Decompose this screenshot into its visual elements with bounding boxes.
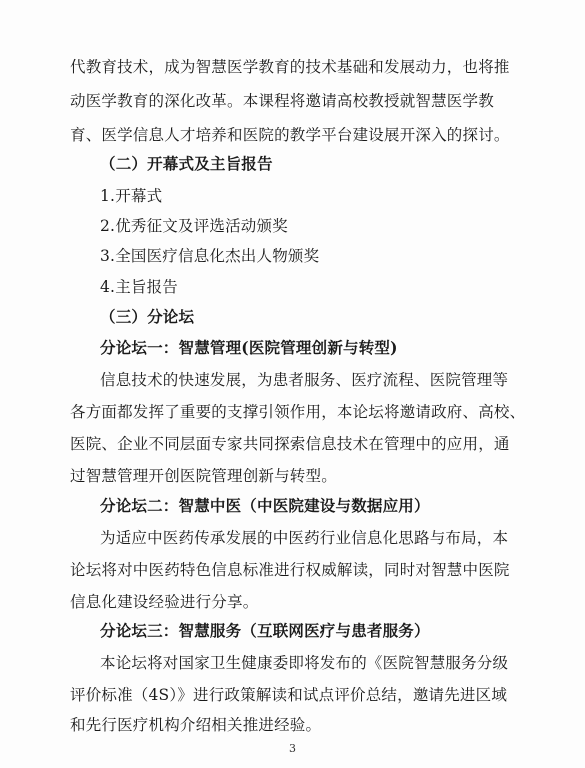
forum-text-line: 和先行医疗机构介绍相关推进经验。 bbox=[70, 716, 322, 734]
list-item: 2.优秀征文及评选活动颁奖 bbox=[100, 217, 288, 235]
forum-text-line: 医院、企业不同层面专家共同探索信息技术在管理中的应用，通 bbox=[70, 435, 510, 453]
forum-text-line: 论坛将对中医药特色信息标准进行权威解读，同时对智慧中医院 bbox=[70, 561, 510, 579]
forum-text-line: 各方面都发挥了重要的支撑引领作用，本论坛将邀请政府、高校、 bbox=[70, 403, 526, 421]
forum-text-line: 过智慧管理开创医院管理创新与转型。 bbox=[70, 467, 337, 485]
forum-text-line: 评价标准（4S）》进行政策解读和试点评价总结，邀请先进区域 bbox=[70, 686, 508, 704]
forum-text-line: 信息技术的快速发展，为患者服务、医疗流程、医院管理等 bbox=[100, 371, 509, 389]
forum-text-line: 本论坛将对国家卫生健康委即将发布的《医院智慧服务分级 bbox=[100, 654, 509, 672]
page-number: 3 bbox=[289, 742, 296, 755]
list-item: 3.全国医疗信息化杰出人物颁奖 bbox=[100, 247, 320, 265]
forum-title: 分论坛二：智慧中医（中医院建设与数据应用） bbox=[100, 496, 430, 515]
intro-line-3: 育、医学信息人才培养和医院的教学平台建设展开深入的探讨。 bbox=[70, 126, 510, 144]
forum-title: 分论坛一：智慧管理(医院管理创新与转型) bbox=[100, 338, 398, 357]
intro-line-2: 动医学教育的深化改革。本课程将邀请高校教授就智慧医学教 bbox=[70, 92, 494, 110]
list-item: 1.开幕式 bbox=[100, 187, 163, 205]
forum-title: 分论坛三：智慧服务（互联网医疗与患者服务） bbox=[100, 621, 430, 640]
section-heading-opening: （二）开幕式及主旨报告 bbox=[100, 154, 273, 173]
forum-text-line: 为适应中医药传承发展的中医药行业信息化思路与布局，本 bbox=[100, 529, 509, 547]
list-item: 4.主旨报告 bbox=[100, 278, 178, 296]
intro-line-1: 代教育技术，成为智慧医学教育的技术基础和发展动力，也将推 bbox=[70, 58, 510, 76]
forum-text-line: 信息化建设经验进行分享。 bbox=[70, 593, 259, 611]
section-heading-forums: （三）分论坛 bbox=[100, 307, 195, 326]
